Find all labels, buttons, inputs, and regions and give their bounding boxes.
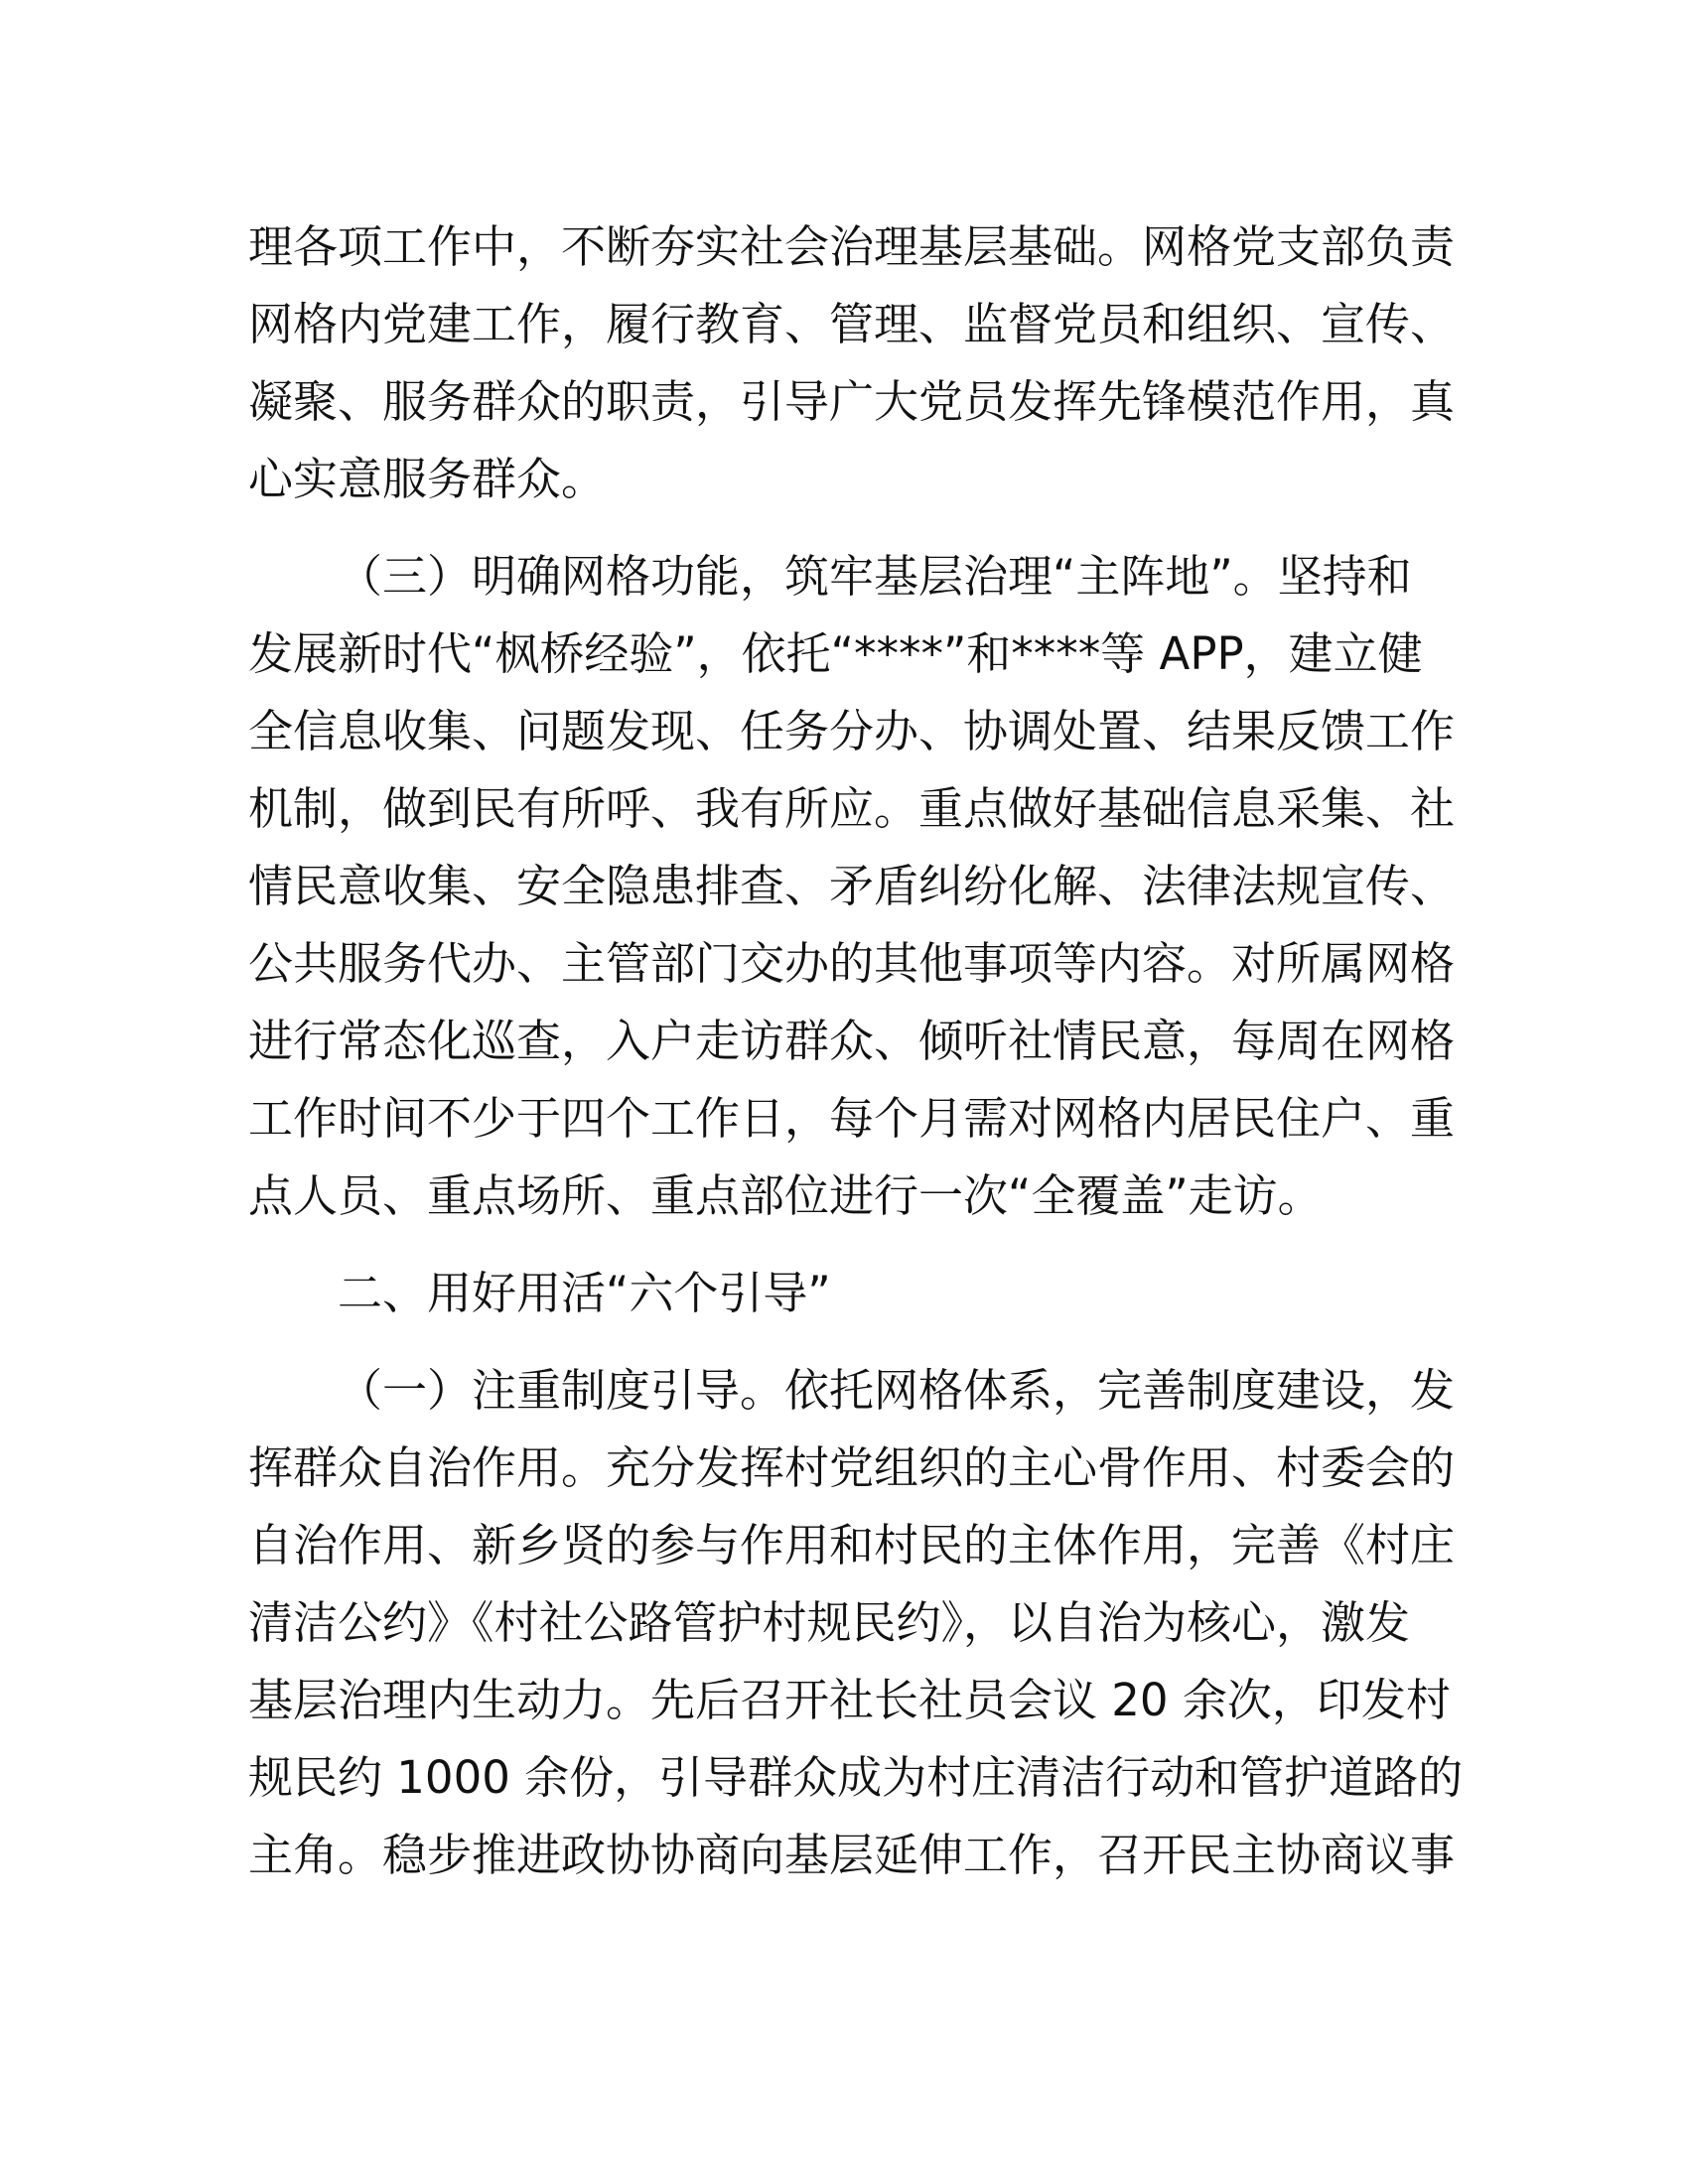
text-line: 工作时间不少于四个工作日，每个月需对网格内居民住户、重 <box>248 1092 1456 1145</box>
text-line: 自治作用、新乡贤的参与作用和村民的主体作用，完善《村庄 <box>248 1519 1456 1571</box>
document-body <box>248 208 1464 1894</box>
text-line: 主角。稳步推进政协协商向基层延伸工作，召开民主协商议事 <box>248 1829 1456 1881</box>
text-line: 公共服务代办、主管部门交办的其他事项等内容。对所属网格 <box>248 937 1456 990</box>
text-line: 清洁公约》《村社公路管护村规民约》，以自治为核心，激发 <box>248 1596 1411 1649</box>
text-line: 发展新时代“枫桥经验”，依托“****”和****等 APP，建立健 <box>248 627 1423 680</box>
text-line: 理各项工作中，不断夯实社会治理基层基础。网格党支部负责 <box>248 220 1456 273</box>
text-line: 心实意服务群众。 <box>248 453 607 505</box>
text-line: 机制，做到民有所呼、我有所应。重点做好基础信息采集、社 <box>248 782 1456 835</box>
text-line: 凝聚、服务群众的职责，引导广大党员发挥先锋模范作用，真 <box>248 375 1456 428</box>
text-line: 全信息收集、问题发现、任务分办、协调处置、结果反馈工作 <box>248 705 1456 757</box>
text-line: 规民约 1000 余份，引导群众成为村庄清洁行动和管护道路的 <box>248 1751 1464 1804</box>
text-line: 挥群众自治作用。充分发挥村党组织的主心骨作用、村委会的 <box>248 1441 1456 1494</box>
text-line: 点人员、重点场所、重点部位进行一次“全覆盖”走访。 <box>248 1169 1323 1222</box>
paragraph-2 <box>248 538 1456 1235</box>
text-line: （一）注重制度引导。依托网格体系，完善制度建设，发 <box>338 1364 1456 1417</box>
heading-line: 二、用好用活“六个引导” <box>338 1267 831 1319</box>
text-line: （三）明确网格功能，筑牢基层治理“主阵地”。坚持和 <box>338 550 1412 603</box>
text-line: 进行常态化巡查，入户走访群众、倾听社情民意，每周在网格 <box>248 1015 1456 1067</box>
paragraph-3 <box>248 1352 1464 1894</box>
text-line: 网格内党建工作，履行教育、管理、监督党员和组织、宣传、 <box>248 298 1456 350</box>
section-heading <box>248 1255 1440 1332</box>
paragraph-1 <box>248 208 1456 518</box>
text-line: 情民意收集、安全隐患排查、矛盾纠纷化解、法律法规宣传、 <box>248 860 1456 912</box>
text-line: 基层治理内生动力。先后召开社长社员会议 20 余次，印发村 <box>248 1674 1451 1726</box>
